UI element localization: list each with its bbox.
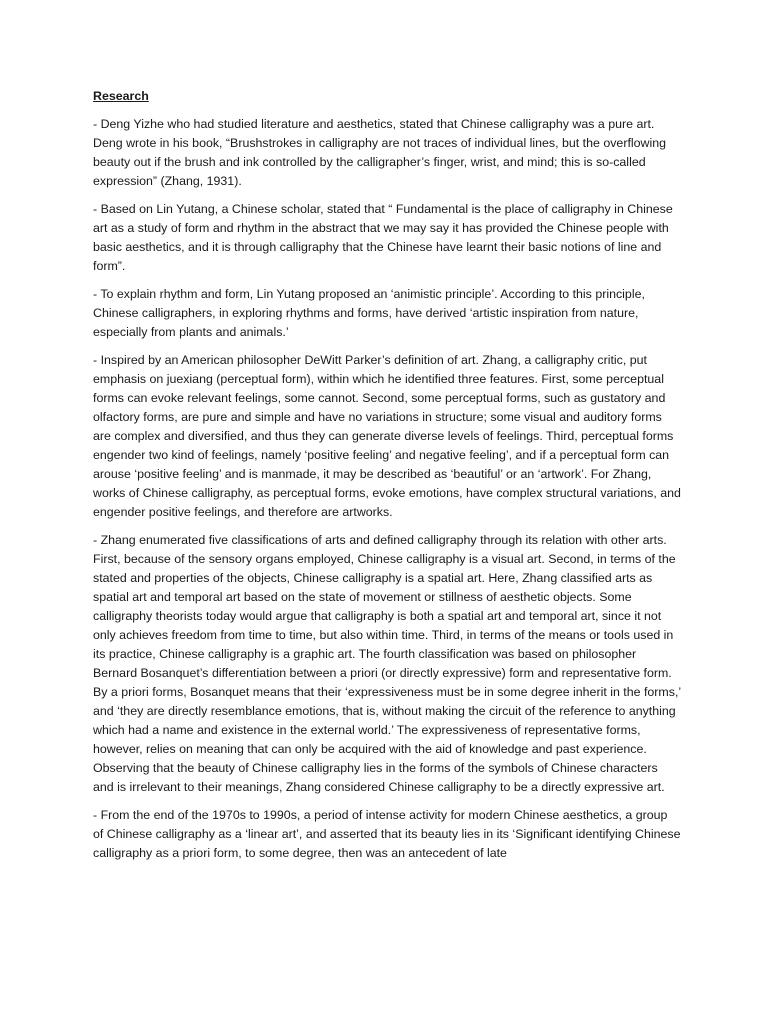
- paragraph-lin-yutang-calligraphy: - Based on Lin Yutang, a Chinese scholar, stated that “ Fundamental is the place of calligraphy in Chinese art as a study of form and rhythm in the abstract that we may say it has provided the Chinese people with basic aesthetics, and it is through calligraphy that the Chinese have learnt their basic notions of line and form”.: [93, 202, 673, 273]
- paragraph-modern-aesthetics: - From the end of the 1970s to 1990s, a period of intense activity for modern Chinese aesthetics, a group of Chinese calligraphy as a ‘linear art’, and asserted that its beauty lies in its ‘Significant identifying Chinese calligraphy as a priori form, to some degree, then was an antecedent of late: [93, 808, 681, 860]
- paragraph-perceptual-form: - Inspired by an American philosopher DeWitt Parker’s definition of art. Zhang, a calligraphy critic, put emphasis on juexiang (perceptual form), within which he identified three features. First, some perceptual forms can evoke relevant feelings, some cannot. Second, some perceptual forms, such as gustatory and olfactory forms, are pure and simple and have no variations in structure; some visual and auditory forms are complex and diversified, and thus they can generate diverse levels of feelings. Third, perceptual forms engender two kind of feelings, namely ‘positive feeling’ and negative feeling’, and if a perceptual form can arouse ‘positive feeling’ and is manmade, it may be described as ‘beautiful’ or an ‘artwork’. For Zhang, works of Chinese calligraphy, as perceptual forms, evoke emotions, have complex structural variations, and engender positive feelings, and therefore are artworks.: [93, 353, 681, 519]
- paragraph-classifications-of-arts: - Zhang enumerated five classifications of arts and defined calligraphy through its relation with other arts. First, because of the sensory organs employed, Chinese calligraphy is a visual art. Second, in terms of the stated and properties of the objects, Chinese calligraphy is a spatial art. Here, Zhang classified arts as spatial art and temporal art based on the state of movement or stillness of aesthetic objects. Some calligraphy theorists today would argue that calligraphy is both a spatial art and temporal art, since it not only achieves freedom from time to time, but also within time. Third, in terms of the means or tools used in its practice, Chinese calligraphy is a graphic art. The fourth classification was based on philosopher Bernard Bosanquet’s differentiation between a priori (or directly expressive) form and representative form. By a priori forms, Bosanquet means that their ‘expressiveness must be in some degree inherit in the forms,’ and ‘they are directly resemblance emotions, that is, without making the circuit of the reference to anything which had a name and existence in the external world.’ The expressiveness of representative forms, however, relies on meaning that can only be acquired with the aid of knowledge and past experience. Observing that the beauty of Chinese calligraphy lies in the forms of the symbols of Chinese characters and is irrelevant to their meanings, Zhang considered Chinese calligraphy to be a directly expressive art.: [93, 533, 681, 794]
- section-heading: Research: [93, 89, 149, 103]
- document-page: [93, 87, 681, 872]
- paragraph-animistic-principle: - To explain rhythm and form, Lin Yutang proposed an ‘animistic principle’. According to this principle, Chinese calligraphers, in exploring rhythms and forms, have derived ‘artistic inspiration from nature, especially from plants and animals.’: [93, 287, 645, 339]
- paragraph-deng-yizhe: - Deng Yizhe who had studied literature and aesthetics, stated that Chinese calligraphy was a pure art. Deng wrote in his book, “Brushstrokes in calligraphy are not traces of individual lines, but the overflowing beauty out if the brush and ink controlled by the calligrapher’s finger, wrist, and mind; this is so-called expression” (Zhang, 1931).: [93, 117, 667, 188]
